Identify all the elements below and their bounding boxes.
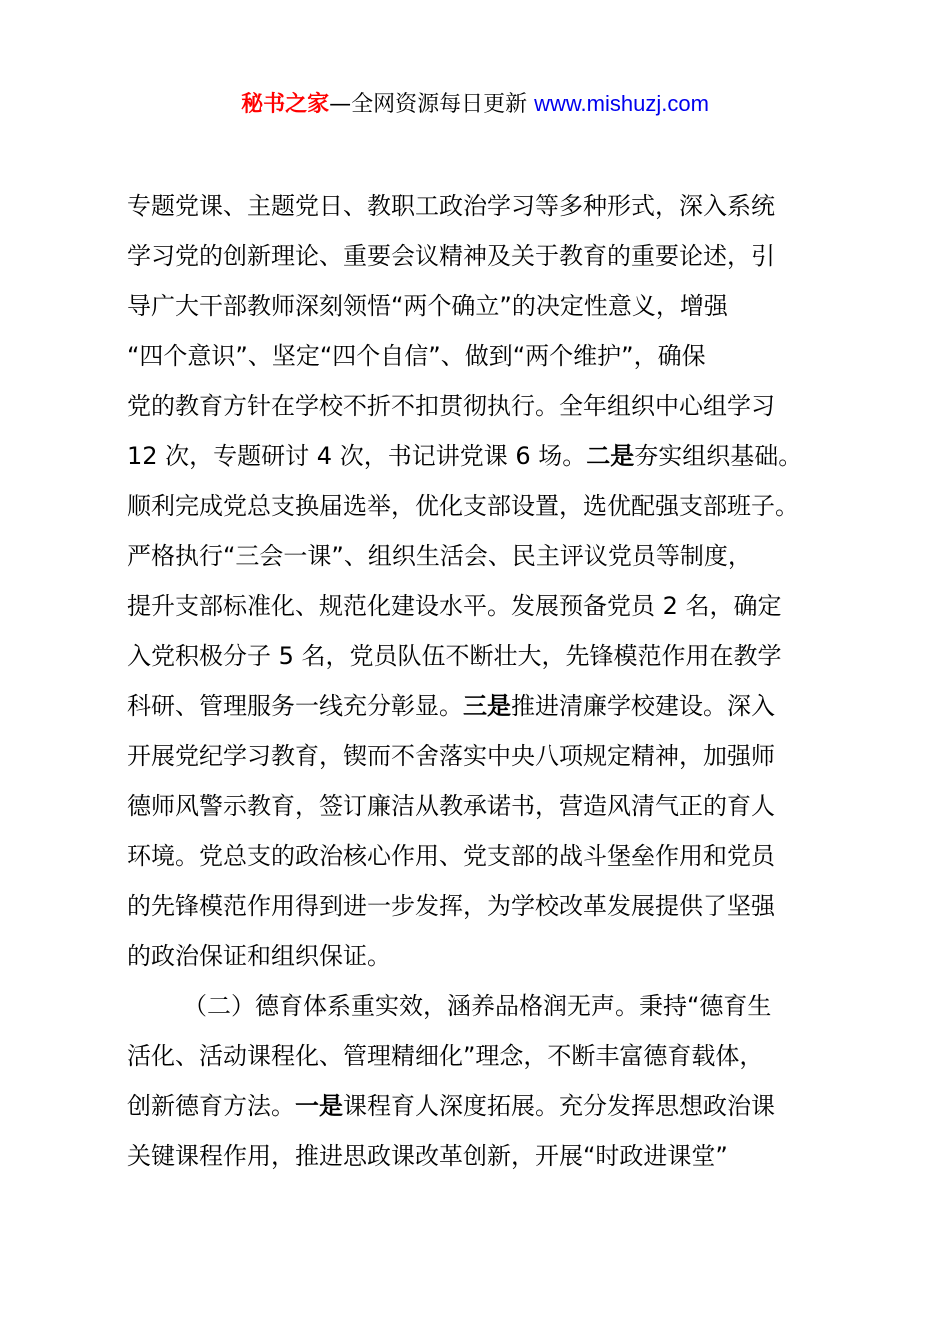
- text-line: 学习党的创新理论、重要会议精神及关于教育的重要论述，引: [127, 242, 775, 270]
- text-line: 顺利完成党总支换届选举，优化支部设置，选优配强支部班子。: [127, 492, 799, 520]
- site-url-link[interactable]: www.mishuzj.com: [534, 91, 709, 116]
- text-line: 开展党纪学习教育，锲而不舍落实中央八项规定精神，加强师: [127, 742, 775, 770]
- text-line: 的政治保证和组织保证。: [127, 942, 391, 970]
- text-line: 德师风警示教育，签订廉洁从教承诺书，营造风清气正的育人: [127, 792, 775, 820]
- text-line: 入党积极分子 5 名，党员队伍不断壮大，先锋模范作用在教学: [127, 642, 782, 670]
- text-line: 党的教育方针在学校不折不扣贯彻执行。全年组织中心组学习: [127, 392, 775, 420]
- text-line: 关键课程作用，推进思政课改革创新，开展“时政进课堂”: [127, 1142, 728, 1170]
- text-line: 12 次，专题研讨 4 次，书记讲党课 6 场。二是夯实组织基础。: [127, 442, 803, 470]
- site-brand: 秘书之家: [241, 92, 330, 117]
- text-line: 导广大干部教师深刻领悟“两个确立”的决定性意义，增强: [127, 292, 728, 320]
- text-line: 环境。党总支的政治核心作用、党支部的战斗堡垒作用和党员: [127, 842, 775, 870]
- text-line: 创新德育方法。一是课程育人深度拓展。充分发挥思想政治课: [127, 1092, 775, 1120]
- text-line: 严格执行“三会一课”、组织生活会、民主评议党员等制度，: [127, 542, 752, 570]
- bold-marker: 三是: [463, 692, 511, 720]
- text-line: 专题党课、主题党日、教职工政治学习等多种形式，深入系统: [127, 192, 775, 220]
- bold-marker: 二是: [586, 442, 635, 470]
- site-tagline: —全网资源每日更新: [329, 92, 535, 117]
- text-line: 活化、活动课程化、管理精细化”理念，不断丰富德育载体，: [127, 1042, 764, 1070]
- text-line: 提升支部标准化、规范化建设水平。发展预备党员 2 名，确定: [127, 592, 782, 620]
- text-line: 科研、管理服务一线充分彰显。三是推进清廉学校建设。深入: [127, 692, 775, 720]
- bold-marker: 一是: [295, 1092, 343, 1120]
- text-line: “四个意识”、坚定“四个自信”、做到“两个维护”，确保: [127, 342, 706, 370]
- section-heading-line: （二）德育体系重实效，涵养品格润无声。秉持“德育生: [183, 992, 772, 1020]
- text-line: 的先锋模范作用得到进一步发挥，为学校改革发展提供了坚强: [127, 892, 775, 920]
